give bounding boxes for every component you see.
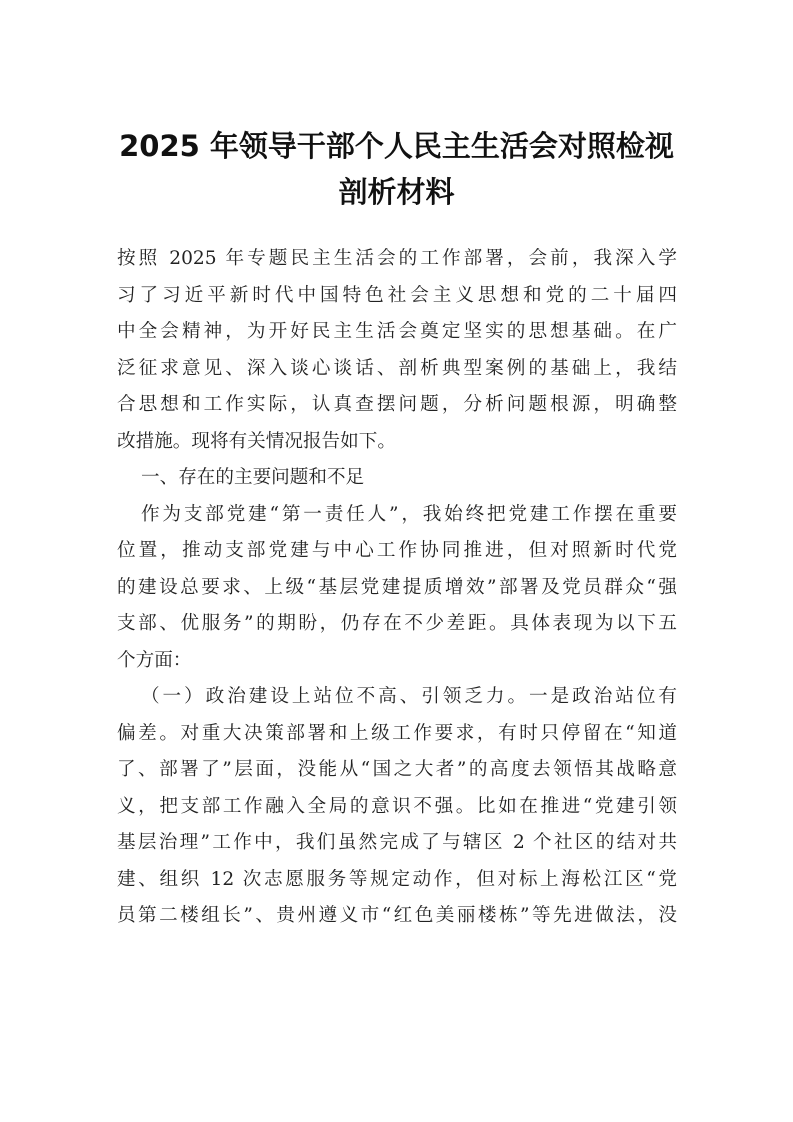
document-title-line-1: 2025 年领导干部个人民主生活会对照检视 <box>119 129 674 163</box>
body-line: 的建设总要求、上级“基层党建提质增效”部署及党员群众“强 <box>117 576 677 598</box>
body-line: 支部、优服务”的期盼，仍存在不少差距。具体表现为以下五 <box>117 613 677 634</box>
body-line: 泛征求意见、深入谈心谈话、剖析典型案例的基础上，我结 <box>117 357 677 379</box>
body-line: 一、存在的主要问题和不足 <box>141 467 365 488</box>
document-body <box>117 241 677 935</box>
body-line: 按照 2025 年专题民主生活会的工作部署，会前，我深入学 <box>117 248 677 269</box>
body-line: （一）政治建设上站位不高、引领乏力。一是政治站位有 <box>141 686 677 707</box>
body-line: 基层治理”工作中，我们虽然完成了与辖区 2 个社区的结对共 <box>117 832 677 853</box>
body-line: 位置，推动支部党建与中心工作协同推进，但对照新时代党 <box>117 540 677 561</box>
document-title-line-2: 剖析材料 <box>338 175 455 209</box>
body-line: 员第二楼组长”、贵州遵义市“红色美丽楼栋”等先进做法，没 <box>117 905 677 926</box>
body-line: 义，把支部工作融入全局的意识不强。比如在推进“党建引领 <box>117 795 677 817</box>
body-line: 中全会精神，为开好民主生活会奠定坚实的思想基础。在广 <box>117 321 677 342</box>
body-line: 了、部署了”层面，没能从“国之大者”的高度去领悟其战略意 <box>117 759 677 780</box>
body-line: 合思想和工作实际，认真查摆问题，分析问题根源，明确整 <box>117 394 677 415</box>
body-line: 个方面： <box>117 649 192 671</box>
body-line: 建、组织 12 次志愿服务等规定动作，但对标上海松江区“党 <box>117 868 677 890</box>
body-line: 作为支部党建“第一责任人”，我始终把党建工作摆在重要 <box>141 503 677 525</box>
body-line: 偏差。对重大决策部署和上级工作要求，有时只停留在“知道 <box>117 722 677 744</box>
body-line: 改措施。现将有关情况报告如下。 <box>117 430 396 452</box>
body-line: 习了习近平新时代中国特色社会主义思想和党的二十届四 <box>117 284 677 306</box>
